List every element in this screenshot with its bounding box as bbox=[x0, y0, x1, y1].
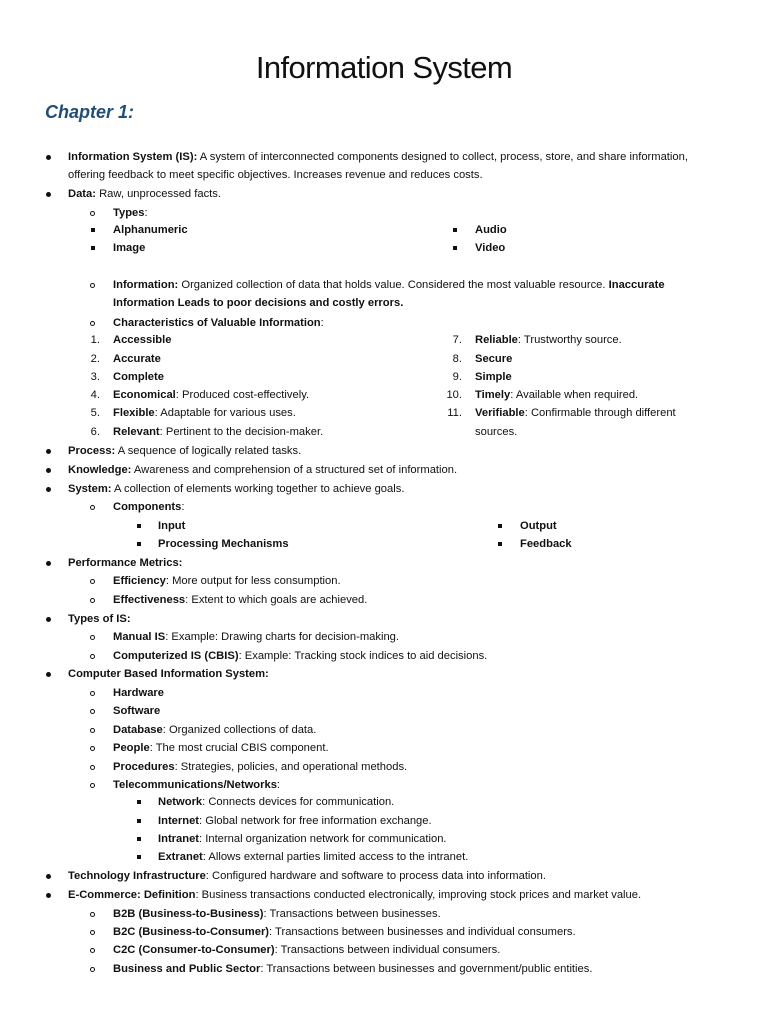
square-bullet-icon bbox=[137, 837, 141, 841]
list-number: 10. bbox=[446, 389, 462, 401]
characteristic-term: Flexible bbox=[113, 407, 155, 419]
perf-term: Effectiveness bbox=[113, 594, 186, 606]
types-is-item bbox=[113, 629, 399, 645]
information-term: Information: bbox=[113, 279, 179, 291]
list-number: 9. bbox=[452, 371, 462, 383]
network-term: Network bbox=[158, 796, 203, 808]
cbis-item-term: Procedures bbox=[113, 761, 175, 773]
circle-bullet-icon bbox=[90, 691, 95, 696]
types-is-heading bbox=[68, 611, 131, 627]
tech-definition bbox=[68, 868, 546, 884]
cbis-item-term: Software bbox=[113, 705, 161, 717]
knowledge-term: Knowledge: bbox=[68, 464, 132, 476]
bullet-icon bbox=[46, 893, 51, 898]
type-item bbox=[113, 240, 145, 256]
types-suffix: : bbox=[144, 207, 148, 219]
circle-bullet-icon bbox=[90, 505, 95, 510]
list-number: 4. bbox=[90, 389, 100, 401]
circle-bullet-icon bbox=[90, 211, 95, 216]
types-term: Types bbox=[113, 207, 145, 219]
list-number: 6. bbox=[90, 426, 100, 438]
cbis-item bbox=[113, 703, 160, 719]
components-suffix: : bbox=[181, 501, 185, 513]
characteristic-item bbox=[113, 424, 323, 440]
ecommerce-text: : Business transactions conducted electronically, improving stock prices and market value. bbox=[195, 889, 642, 901]
list-number: 2. bbox=[90, 353, 100, 365]
characteristic-text: : Produced cost-effectively. bbox=[175, 389, 310, 401]
list-number: 5. bbox=[90, 407, 100, 419]
circle-bullet-icon bbox=[90, 746, 95, 751]
component-item bbox=[520, 536, 572, 552]
information-definition bbox=[113, 276, 718, 312]
square-bullet-icon bbox=[498, 542, 502, 546]
type-item bbox=[475, 240, 505, 256]
perf-term: Efficiency bbox=[113, 575, 166, 587]
tech-text: : Configured hardware and software to process data into information. bbox=[205, 870, 546, 882]
cbis-item-text: : bbox=[276, 779, 281, 791]
is-text: A system of interconnected components designed to collect, process, store, and share information, offering feedback to meet specific objectives. Increases revenue and reduces costs. bbox=[68, 151, 688, 182]
network-item bbox=[158, 794, 394, 810]
ecom-text: : Transactions between businesses and government/public entities. bbox=[260, 963, 593, 975]
components-term: Components bbox=[113, 501, 182, 513]
information-warning: Inaccurate Information Leads to poor decisions and costly errors. bbox=[113, 279, 665, 310]
characteristics-term: Characteristics of Valuable Information bbox=[113, 317, 321, 329]
cbis-item-term: People bbox=[113, 742, 150, 754]
square-bullet-icon bbox=[91, 246, 95, 250]
characteristic-term: Accessible bbox=[113, 334, 172, 346]
bullet-icon bbox=[46, 617, 51, 622]
knowledge-text: Awareness and comprehension of a structured set of information. bbox=[131, 464, 458, 476]
circle-bullet-icon bbox=[90, 598, 95, 603]
characteristic-item bbox=[475, 332, 622, 348]
ecom-item bbox=[113, 961, 592, 977]
performance-heading bbox=[68, 555, 182, 571]
data-text: Raw, unprocessed facts. bbox=[95, 188, 221, 200]
square-bullet-icon bbox=[137, 819, 141, 823]
knowledge-definition bbox=[68, 462, 457, 478]
network-item bbox=[158, 849, 468, 865]
cbis-item-text: : Strategies, policies, and operational methods. bbox=[174, 761, 408, 773]
circle-bullet-icon bbox=[90, 654, 95, 659]
component-item bbox=[158, 536, 289, 552]
characteristic-term: Verifiable bbox=[475, 407, 525, 419]
system-term: System: bbox=[68, 483, 112, 495]
characteristics-suffix: : bbox=[320, 317, 324, 329]
ecommerce-definition bbox=[68, 887, 641, 903]
characteristic-item bbox=[113, 387, 309, 403]
system-definition bbox=[68, 481, 404, 497]
list-number: 1. bbox=[90, 334, 100, 346]
ecom-text: : Transactions between businesses and individual consumers. bbox=[269, 926, 576, 938]
circle-bullet-icon bbox=[90, 948, 95, 953]
characteristic-item bbox=[113, 332, 171, 348]
characteristic-text: : Pertinent to the decision-maker. bbox=[159, 426, 324, 438]
type-item-label: Audio bbox=[475, 224, 507, 236]
bullet-icon bbox=[46, 672, 51, 677]
characteristic-text: : Adaptable for various uses. bbox=[154, 407, 296, 419]
characteristic-term: Complete bbox=[113, 371, 164, 383]
list-number: 11. bbox=[447, 407, 462, 419]
process-term: Process: bbox=[68, 445, 116, 457]
square-bullet-icon bbox=[137, 542, 141, 546]
circle-bullet-icon bbox=[90, 709, 95, 714]
type-item bbox=[475, 222, 507, 238]
circle-bullet-icon bbox=[90, 283, 95, 288]
component-label: Processing Mechanisms bbox=[158, 538, 289, 550]
characteristic-term: Relevant bbox=[113, 426, 160, 438]
circle-bullet-icon bbox=[90, 635, 95, 640]
square-bullet-icon bbox=[498, 524, 502, 528]
type-item bbox=[113, 222, 188, 238]
is-term: Information System (IS): bbox=[68, 151, 198, 163]
characteristic-item bbox=[475, 387, 638, 403]
characteristic-item bbox=[113, 369, 164, 385]
square-bullet-icon bbox=[137, 855, 141, 859]
cbis-item bbox=[113, 759, 407, 775]
cbis-item-term: Telecommunications/Networks bbox=[113, 779, 277, 791]
characteristic-item bbox=[475, 405, 676, 421]
characteristic-item bbox=[475, 369, 512, 385]
document-title: Information System bbox=[255, 50, 513, 85]
circle-bullet-icon bbox=[90, 321, 95, 326]
performance-term: Performance Metrics: bbox=[68, 557, 183, 569]
square-bullet-icon bbox=[137, 524, 141, 528]
network-text: : Internal organization network for communication. bbox=[199, 833, 447, 845]
component-label: Input bbox=[158, 520, 186, 532]
circle-bullet-icon bbox=[90, 728, 95, 733]
bullet-icon bbox=[46, 449, 51, 454]
perf-text: : More output for less consumption. bbox=[165, 575, 341, 587]
square-bullet-icon bbox=[91, 228, 95, 232]
ecom-item bbox=[113, 924, 576, 940]
type-item-label: Image bbox=[113, 242, 146, 254]
cbis-item bbox=[113, 740, 329, 756]
process-definition bbox=[68, 443, 301, 459]
types-is-item-text: : Example: Drawing charts for decision-making. bbox=[165, 631, 400, 643]
characteristic-term: Accurate bbox=[113, 353, 161, 365]
characteristic-item bbox=[113, 405, 296, 421]
list-number: 7. bbox=[452, 334, 462, 346]
square-bullet-icon bbox=[137, 800, 141, 804]
cbis-heading bbox=[68, 666, 269, 682]
square-bullet-icon bbox=[453, 228, 457, 232]
characteristic-text-continued: sources. bbox=[475, 426, 518, 438]
types-is-item-term: Computerized IS (CBIS) bbox=[113, 650, 239, 662]
bullet-icon bbox=[46, 487, 51, 492]
ecom-item bbox=[113, 906, 441, 922]
types-label bbox=[113, 205, 148, 221]
characteristic-item bbox=[113, 351, 161, 367]
bullet-icon bbox=[46, 192, 51, 197]
circle-bullet-icon bbox=[90, 579, 95, 584]
types-is-item bbox=[113, 648, 487, 664]
ecom-term: Business and Public Sector bbox=[113, 963, 261, 975]
information-text: Organized collection of data that holds value. Considered the most valuable resource. bbox=[178, 279, 609, 291]
circle-bullet-icon bbox=[90, 912, 95, 917]
tech-term: Technology Infrastructure bbox=[68, 870, 206, 882]
types-is-item-text: : Example: Tracking stock indices to aid decisions. bbox=[238, 650, 488, 662]
perf-item bbox=[113, 573, 341, 589]
bullet-icon bbox=[46, 468, 51, 473]
data-term: Data: bbox=[68, 188, 96, 200]
ecommerce-term: E-Commerce: Definition bbox=[68, 889, 196, 901]
network-term: Extranet bbox=[158, 851, 203, 863]
list-number: 3. bbox=[90, 371, 100, 383]
ecom-term: C2C (Consumer-to-Consumer) bbox=[113, 944, 275, 956]
characteristics-label bbox=[113, 315, 324, 331]
characteristic-term: Reliable bbox=[475, 334, 518, 346]
is-definition bbox=[68, 148, 708, 184]
network-text: : Connects devices for communication. bbox=[202, 796, 395, 808]
component-label: Output bbox=[520, 520, 557, 532]
characteristic-term: Simple bbox=[475, 371, 512, 383]
types-is-term: Types of IS: bbox=[68, 613, 131, 625]
network-text: : Global network for free information exchange. bbox=[199, 815, 432, 827]
circle-bullet-icon bbox=[90, 783, 95, 788]
bullet-icon bbox=[46, 155, 51, 160]
ecom-text: : Transactions between businesses. bbox=[263, 908, 441, 920]
types-is-item-term: Manual IS bbox=[113, 631, 166, 643]
ecom-item bbox=[113, 942, 500, 958]
characteristic-term: Timely bbox=[475, 389, 511, 401]
network-item bbox=[158, 813, 432, 829]
network-term: Internet bbox=[158, 815, 200, 827]
components-label bbox=[113, 499, 184, 515]
cbis-item bbox=[113, 777, 280, 793]
data-definition bbox=[68, 186, 221, 202]
square-bullet-icon bbox=[453, 246, 457, 250]
characteristic-text: : Available when required. bbox=[510, 389, 639, 401]
perf-text: : Extent to which goals are achieved. bbox=[185, 594, 368, 606]
perf-item bbox=[113, 592, 367, 608]
circle-bullet-icon bbox=[90, 765, 95, 770]
ecom-term: B2C (Business-to-Consumer) bbox=[113, 926, 270, 938]
chapter-heading: Chapter 1: bbox=[45, 102, 135, 122]
bullet-icon bbox=[46, 561, 51, 566]
cbis-item-text: : The most crucial CBIS component. bbox=[149, 742, 329, 754]
process-text: A sequence of logically related tasks. bbox=[115, 445, 302, 457]
characteristic-text: : Confirmable through different bbox=[524, 407, 676, 419]
type-item-label: Alphanumeric bbox=[113, 224, 188, 236]
characteristic-term: Economical bbox=[113, 389, 176, 401]
ecom-term: B2B (Business-to-Business) bbox=[113, 908, 264, 920]
network-term: Intranet bbox=[158, 833, 200, 845]
cbis-item bbox=[113, 685, 164, 701]
bullet-icon bbox=[46, 874, 51, 879]
component-item bbox=[158, 518, 185, 534]
characteristic-item bbox=[475, 351, 512, 367]
list-number: 8. bbox=[452, 353, 462, 365]
cbis-item-term: Database bbox=[113, 724, 163, 736]
system-text: A collection of elements working together to achieve goals. bbox=[111, 483, 405, 495]
component-item bbox=[520, 518, 557, 534]
circle-bullet-icon bbox=[90, 930, 95, 935]
cbis-term: Computer Based Information System: bbox=[68, 668, 269, 680]
circle-bullet-icon bbox=[90, 967, 95, 972]
ecom-text: : Transactions between individual consumers. bbox=[274, 944, 501, 956]
cbis-item bbox=[113, 722, 316, 738]
characteristic-text: : Trustworthy source. bbox=[517, 334, 622, 346]
network-text: : Allows external parties limited access to the intranet. bbox=[202, 851, 469, 863]
cbis-item-text: : Organized collections of data. bbox=[162, 724, 317, 736]
characteristic-term: Secure bbox=[475, 353, 513, 365]
cbis-item-term: Hardware bbox=[113, 687, 164, 699]
type-item-label: Video bbox=[475, 242, 506, 254]
component-label: Feedback bbox=[520, 538, 572, 550]
network-item bbox=[158, 831, 447, 847]
